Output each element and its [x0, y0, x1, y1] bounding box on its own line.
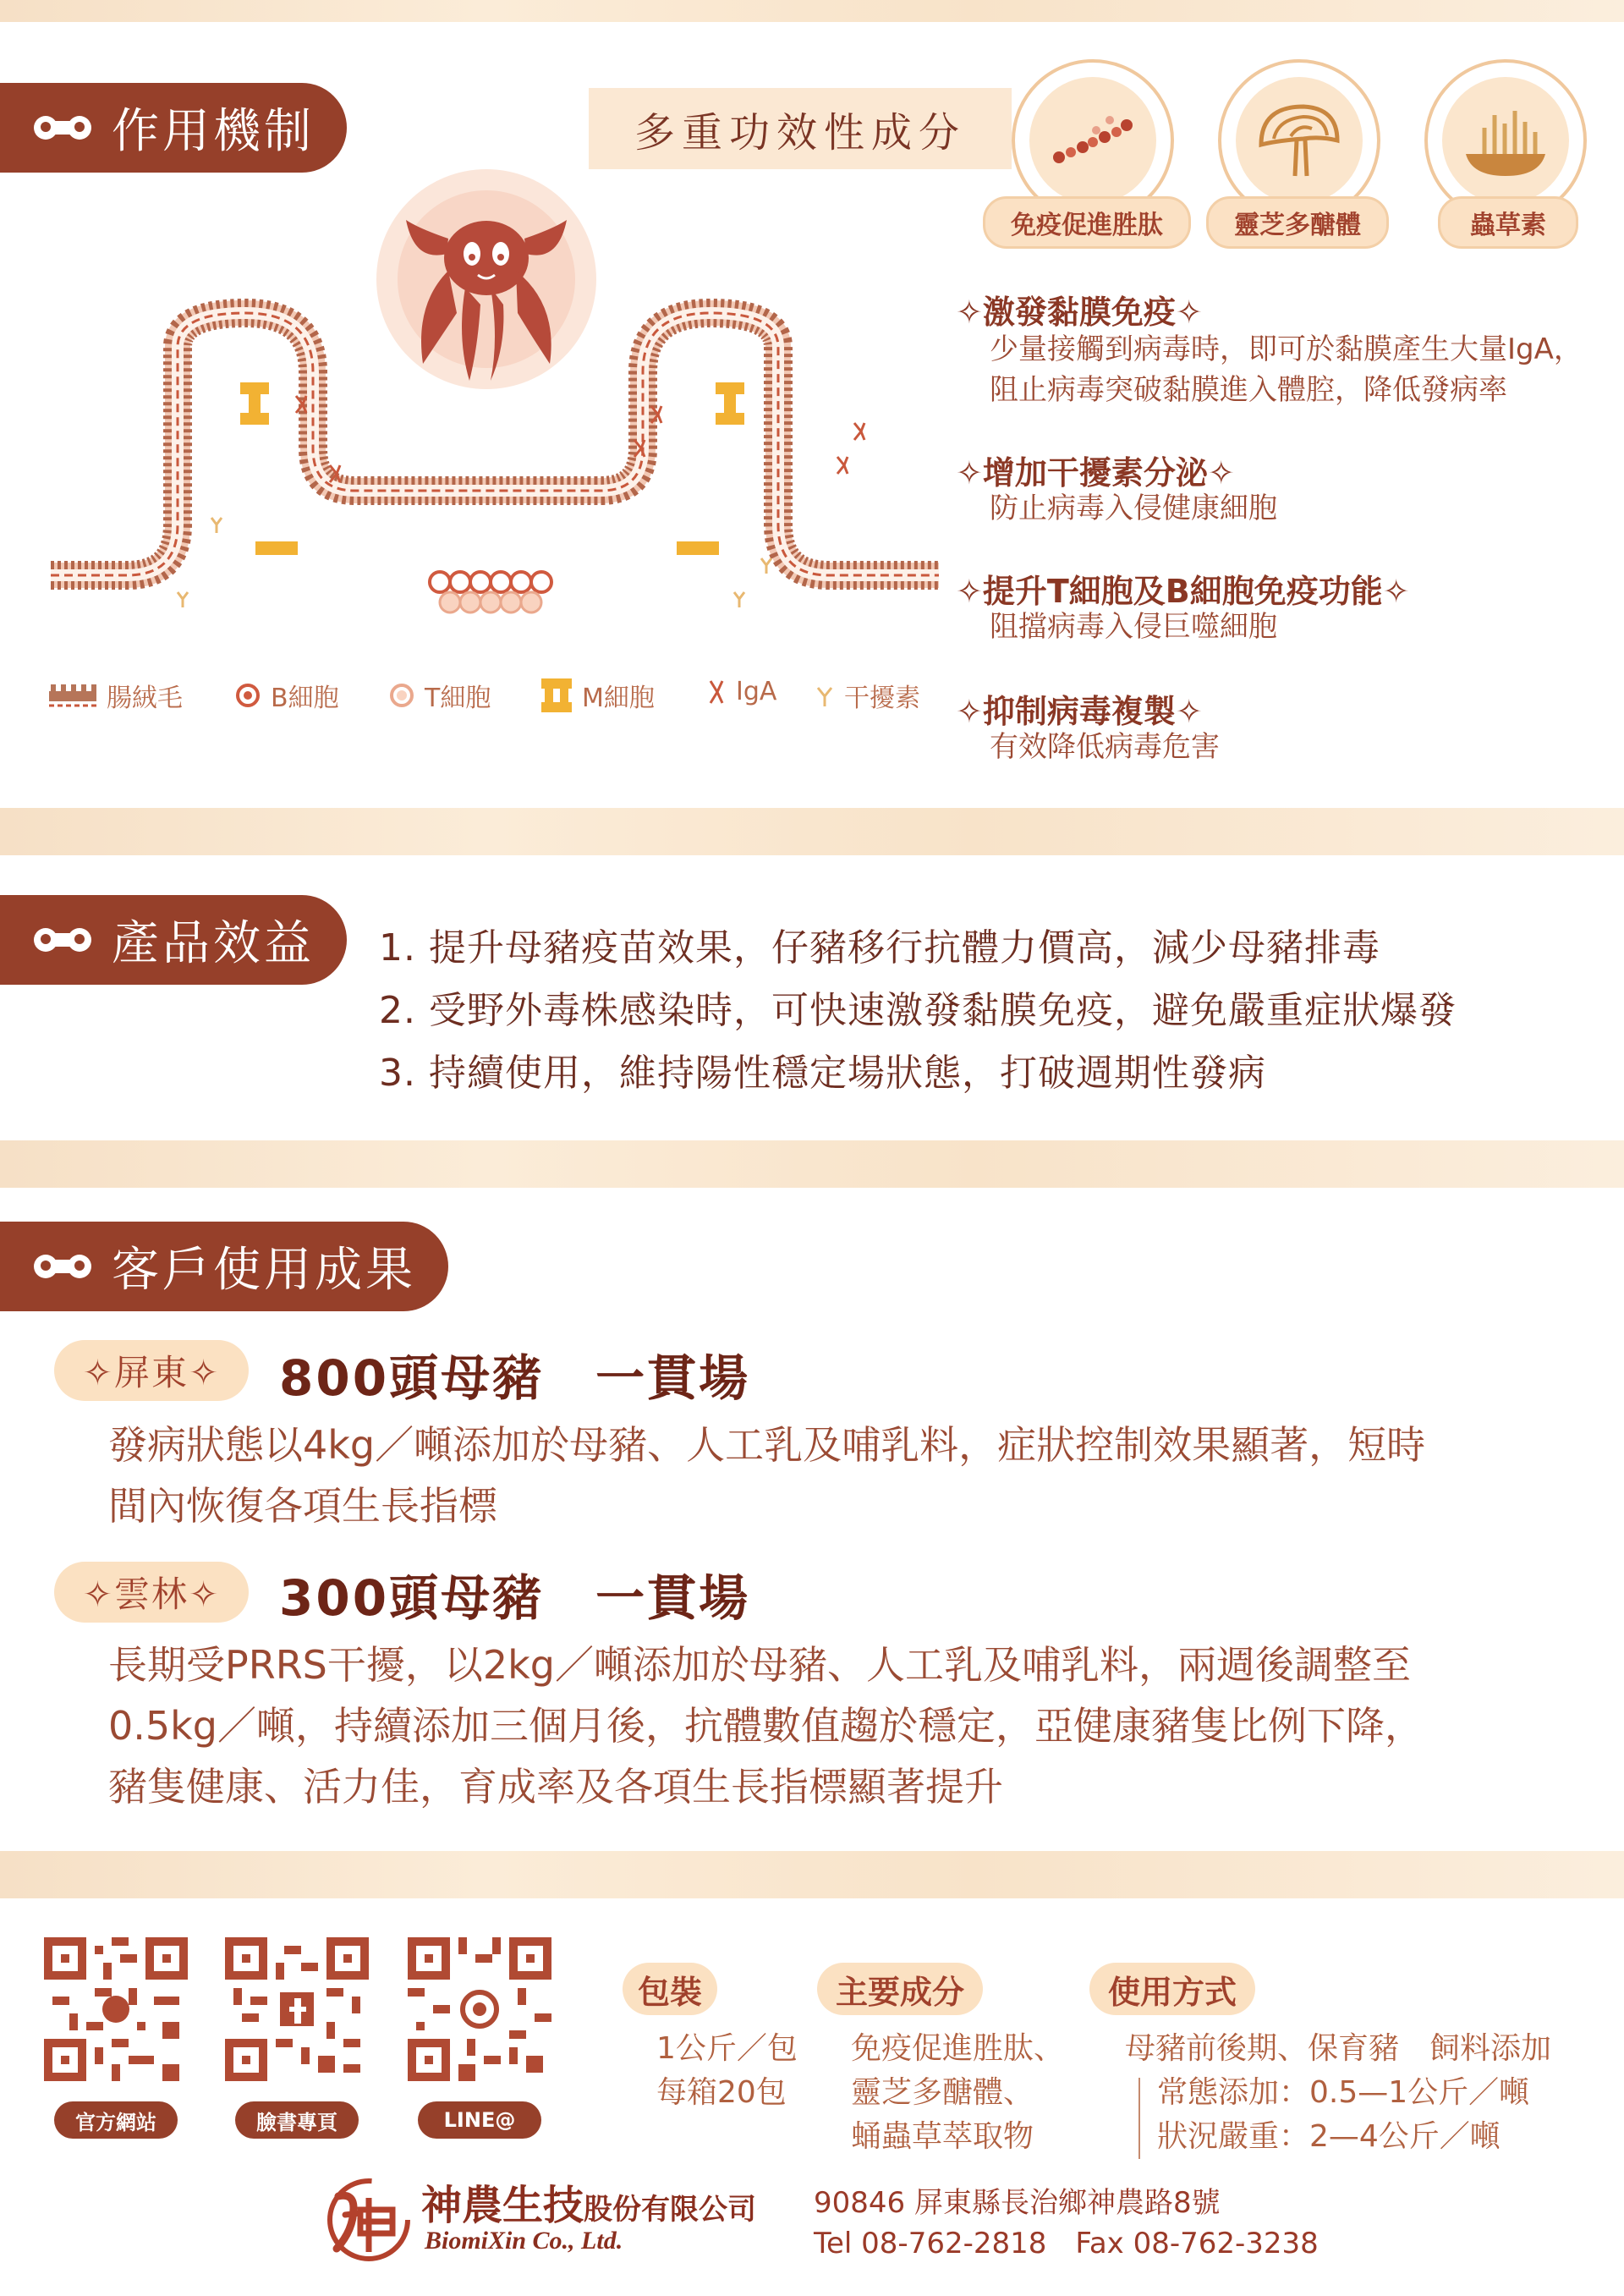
mechanism-heading-text: 作用機制 [112, 104, 315, 159]
ingredient-label-peptide: 免疫促進胜肽 [983, 196, 1191, 249]
qr-code-website[interactable] [44, 1937, 188, 2081]
qr-label-facebook[interactable]: 臉書專頁 [235, 2101, 359, 2139]
case-text-pingtung-2: 間內恢復各項生長指標 [108, 1483, 497, 1529]
divider-band-2 [0, 1140, 1624, 1188]
company-logo [320, 2171, 413, 2264]
packaging-label: 包裝 [623, 1963, 717, 2015]
case-title-yunlin: 300頭母豬 一貫場 [279, 1569, 751, 1627]
benefit-item-1: 1. 提升母豬疫苗效果，仔豬移行抗體力價高，減少母豬排毒 [379, 926, 1380, 969]
case-text-yunlin-2: 0.5kg／噸，持續添加三個月後，抗體數值趨於穩定，亞健康豬隻比例下降， [108, 1703, 1424, 1749]
effect-desc-3: 阻擋病毒入侵巨噬細胞 [990, 610, 1277, 644]
packaging-line-1: 1公斤／包 [656, 2031, 798, 2066]
top-band [0, 0, 1624, 22]
usage-line-1: 母豬前後期、保育豬 飼料添加 [1125, 2031, 1552, 2066]
mask-icon [32, 113, 93, 143]
case-title-pingtung: 800頭母豬 一貫場 [279, 1349, 751, 1407]
region-badge-pingtung: ✧屏東✧ [54, 1340, 249, 1401]
effect-title-4: ✧抑制病毒複製✧ [956, 693, 1203, 730]
results-heading [0, 1222, 448, 1311]
mechanism-subtitle: 多重功效性成分 [589, 88, 1012, 169]
packaging-line-2: 每箱20包 [656, 2075, 787, 2110]
company-contact: Tel 08-762-2818 Fax 08-762-3238 [814, 2227, 1319, 2260]
benefit-item-2: 2. 受野外毒株感染時，可快速激發黏膜免疫，避免嚴重症狀爆發 [379, 989, 1457, 1032]
results-heading-text: 客戶使用成果 [112, 1243, 416, 1298]
legend-t-cell: T細胞 [389, 677, 491, 714]
company-english-name: BiomiXin Co., Ltd. [425, 2227, 623, 2255]
mechanism-heading [0, 83, 347, 173]
effect-title-2: ✧增加干擾素分泌✧ [956, 454, 1235, 492]
company-name: 神農生技股份有限公司 [421, 2182, 757, 2229]
benefits-heading-text: 產品效益 [112, 916, 315, 971]
ingredient-label-mushroom: 靈芝多醣體 [1206, 196, 1389, 249]
case-text-pingtung-1: 發病狀態以4kg／噸添加於母豬、人工乳及哺乳料，症狀控制效果顯著，短時 [108, 1422, 1426, 1468]
effect-desc-1b: 阻止病毒突破黏膜進入體腔，降低發病率 [990, 373, 1507, 407]
qr-code-facebook[interactable] [225, 1937, 369, 2081]
legend-iga: IgA [707, 677, 776, 706]
effect-desc-1a: 少量接觸到病毒時，即可於黏膜產生大量IgA， [990, 332, 1583, 366]
case-text-yunlin-1: 長期受PRRS干擾，以2kg／噸添加於母豬、人工乳及哺乳料，兩週後調整至 [108, 1642, 1411, 1688]
legend-b-cell: B細胞 [235, 677, 339, 714]
legend-m-cell: M細胞 [541, 677, 655, 714]
divider-band-3 [0, 1851, 1624, 1898]
intestine-diagram [42, 169, 947, 643]
usage-line-3: 狀況嚴重：2—4公斤／噸 [1157, 2119, 1501, 2154]
case-text-yunlin-3: 豬隻健康、活力佳，育成率及各項生長指標顯著提升 [108, 1764, 1003, 1810]
qr-label-website[interactable]: 官方網站 [54, 2101, 178, 2139]
divider-band-1 [0, 808, 1624, 855]
mask-icon [32, 925, 93, 955]
qr-code-line[interactable] [408, 1937, 551, 2081]
ingredients-line-1: 免疫促進胜肽、 [851, 2031, 1065, 2066]
benefit-item-3: 3. 持續使用，維持陽性穩定場狀態，打破週期性發病 [379, 1052, 1266, 1095]
usage-divider [1138, 2078, 1140, 2159]
legend-villi: 腸絨毛 [49, 677, 183, 714]
region-badge-yunlin: ✧雲林✧ [54, 1562, 249, 1623]
effect-desc-2: 防止病毒入侵健康細胞 [990, 492, 1277, 525]
ingredient-label-cordyceps: 蟲草素 [1438, 196, 1578, 249]
usage-label: 使用方式 [1089, 1963, 1255, 2015]
qr-label-line[interactable]: LINE@ [418, 2101, 541, 2139]
ingredients-line-2: 靈芝多醣體、 [851, 2075, 1034, 2110]
ingredients-line-3: 蛹蟲草萃取物 [851, 2119, 1034, 2154]
effect-title-3: ✧提升T細胞及B細胞免疫功能✧ [956, 573, 1410, 610]
benefits-heading [0, 895, 347, 985]
mask-icon [32, 1251, 93, 1282]
legend-interferon: 干擾素 [815, 677, 920, 714]
ingredients-label: 主要成分 [817, 1963, 983, 2015]
usage-line-2: 常態添加：0.5—1公斤／噸 [1157, 2075, 1530, 2110]
effect-desc-4: 有效降低病毒危害 [990, 730, 1220, 764]
effect-title-1: ✧激發黏膜免疫✧ [956, 294, 1203, 331]
company-address: 90846 屏東縣長治鄉神農路8號 [814, 2186, 1221, 2220]
